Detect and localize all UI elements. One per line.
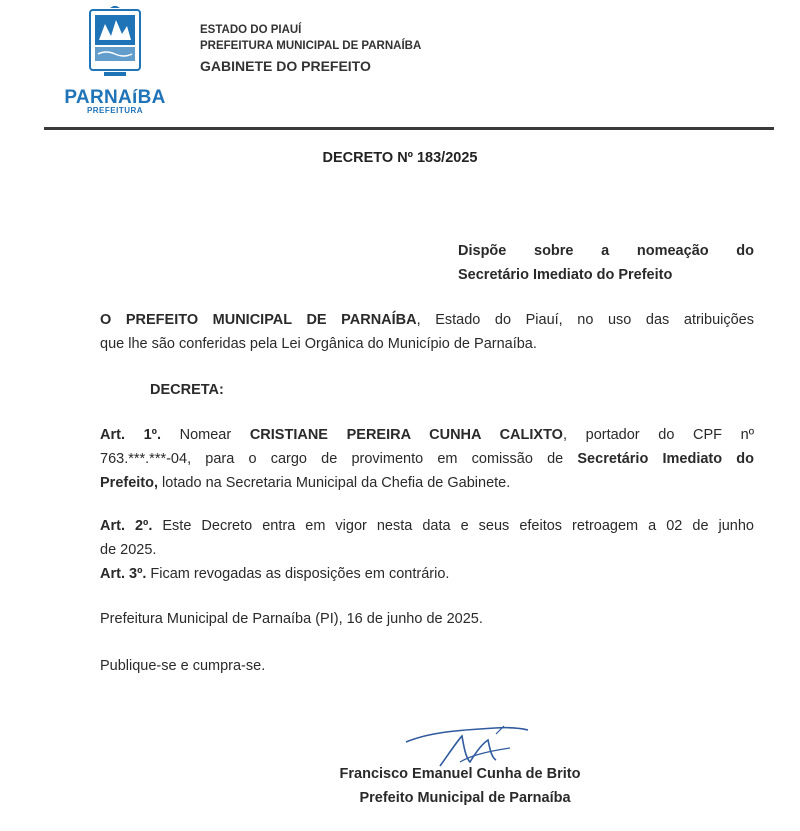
- art1-role-b: Prefeito,: [100, 475, 159, 491]
- intro-line-1-rest: , Estado do Piauí, no uso das atribuições: [416, 312, 754, 328]
- header-office: GABINETE DO PREFEITO: [200, 58, 371, 74]
- art1-line-2-text: 763.***.***-04, para o cargo de provimento em comissão de: [100, 451, 578, 467]
- art2-label: Art. 2º.: [100, 518, 153, 534]
- ementa-line-2: Secretário Imediato do Prefeito: [458, 267, 673, 283]
- signatory-name: Francisco Emanuel Cunha de Brito: [339, 766, 581, 782]
- art1-line-3-text: lotado na Secretaria Municipal da Chefia de Gabinete.: [158, 475, 511, 491]
- nominee-name: CRISTIANE PEREIRA CUNHA CALIXTO: [249, 427, 563, 443]
- art1-line-2: [100, 447, 754, 471]
- art1-text-b: , portador do CPF nº: [562, 427, 755, 443]
- art1-role-a: Secretário Imediato do: [577, 451, 755, 467]
- art1-text-a: Nomear: [161, 427, 250, 443]
- closing-formula: Publique-se e cumpra-se.: [100, 658, 266, 674]
- ementa-line-1: Dispõe sobre a nomeação do: [458, 243, 754, 259]
- logo-subtitle: PREFEITURA: [86, 106, 144, 115]
- art3-text: Ficam revogadas as disposições em contrário.: [146, 566, 450, 582]
- article-2: [100, 514, 754, 562]
- art2-line-1: [100, 514, 754, 538]
- art2-text: Este Decreto entra em vigor nesta data e seus efeitos retroagem a 02 de junho: [152, 518, 754, 534]
- decree-ementa: [458, 239, 754, 287]
- place-date: Prefeitura Municipal de Parnaíba (PI), 16 de junho de 2025.: [100, 611, 483, 627]
- intro-line-1: [100, 308, 754, 332]
- decree-title: DECRETO Nº 183/2025: [322, 150, 478, 166]
- art1-line-1: [100, 423, 754, 447]
- art3-label: Art. 3º.: [100, 566, 147, 582]
- coat-of-arms-icon: [58, 6, 173, 91]
- art1-line-3: [100, 471, 754, 495]
- intro-paragraph: [100, 308, 754, 356]
- art1-label: Art. 1º.: [100, 427, 161, 443]
- intro-bold: O PREFEITO MUNICIPAL DE PARNAÍBA: [100, 312, 417, 328]
- header-state: ESTADO DO PIAUÍ: [200, 24, 302, 36]
- header-divider: [44, 127, 774, 130]
- art2-line-2: de 2025.: [100, 542, 157, 558]
- signatory-role: Prefeito Municipal de Parnaíba: [359, 790, 571, 806]
- decreta-heading: DECRETA:: [150, 382, 224, 398]
- header-prefecture: PREFEITURA MUNICIPAL DE PARNAÍBA: [200, 40, 422, 52]
- intro-line-2: que lhe são conferidas pela Lei Orgânica do Município de Parnaíba.: [100, 336, 537, 352]
- logo-wordmark: PARNAíBA: [64, 87, 166, 108]
- article-3: [100, 562, 754, 586]
- article-1: [100, 423, 754, 495]
